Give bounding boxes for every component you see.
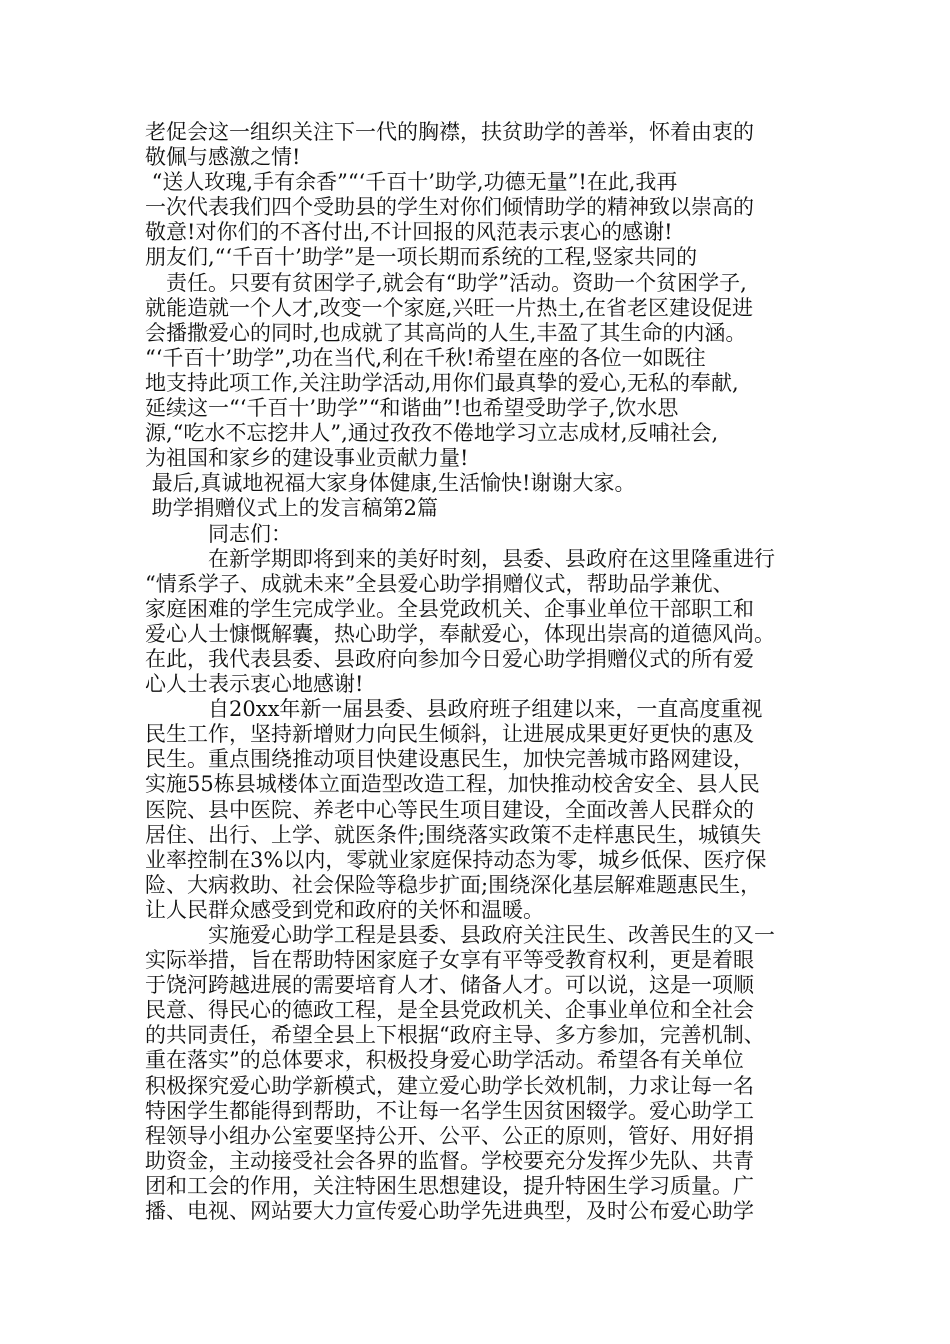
- text-line: 的共同责任，希望全县上下根据“政府主导、多方参加，完善机制、: [145, 1023, 765, 1048]
- text-line: “‘千百十’助学”,功在当代,利在千秋!希望在座的各位一如既往: [145, 345, 706, 370]
- text-line: 于饶河跨越进展的需要培育人才、储备人才。可以说，这是一项顺: [145, 973, 754, 998]
- text-line: 程领导小组办公室要坚持公开、公平、公正的原则，管好、用好捐: [145, 1123, 754, 1148]
- text-line: 让人民群众感受到党和政府的关怀和温暖。: [145, 897, 544, 922]
- text-line: 团和工会的作用，关注特困生思想建设，提升特困生学习质量。广: [145, 1173, 754, 1198]
- text-line: 责任。只要有贫困学子,就会有“助学”活动。资助一个贫困学子,: [145, 270, 747, 295]
- text-line: 老促会这一组织关注下一代的胸襟，扶贫助学的善举，怀着由衷的: [145, 120, 754, 144]
- text-line: 敬意!对你们的不吝付出,不计回报的风范表示衷心的感谢!: [145, 220, 673, 245]
- text-line: 在此，我代表县委、县政府向参加今日爱心助学捐赠仪式的所有爱: [145, 646, 754, 671]
- text-line: “送人玫瑰,手有余香”“‘千百十’助学,功德无量”!在此,我再: [145, 170, 678, 195]
- text-line: 敬佩与感激之情!: [145, 145, 301, 170]
- text-line: 民意、得民心的德政工程，是全县党政机关、企事业单位和全社会: [145, 998, 754, 1023]
- text-line: 为祖国和家乡的建设事业贡献力量!: [145, 446, 469, 471]
- text-line: 源,“吃水不忘挖井人”,通过孜孜不倦地学习立志成材,反哺社会,: [145, 421, 719, 446]
- text-line: 延续这一“‘千百十’助学”“和谐曲”!也希望受助学子,饮水思: [145, 396, 679, 421]
- text-line: 自20xx年新一届县委、县政府班子组建以来，一直高度重视: [145, 697, 763, 722]
- text-line: 实施55栋县城楼体立面造型改造工程，加快推动校舍安全、县人民: [145, 772, 760, 797]
- text-line: 业率控制在3%以内，零就业家庭保持动态为零，城乡低保、医疗保: [145, 847, 767, 872]
- text-line: 居住、出行、上学、就医条件;围绕落实政策不走样惠民生，城镇失: [145, 822, 762, 847]
- text-line: 实际举措，旨在帮助特困家庭子女享有平等受教育权利，更是着眼: [145, 948, 754, 973]
- text-line: 播、电视、网站要大力宣传爱心助学先进典型，及时公布爱心助学: [145, 1199, 754, 1224]
- text-line: 家庭困难的学生完成学业。全县党政机关、企事业单位干部职工和: [145, 596, 754, 621]
- text-line: 朋友们,“‘千百十’助学”是一项长期而系统的工程,竖家共同的: [145, 245, 698, 270]
- text-line: 爱心人士慷慨解囊，热心助学，奉献爱心，体现出崇高的道德风尚。: [145, 621, 775, 646]
- text-line: 会播撒爱心的同时,也成就了其高尚的人生,丰盈了其生命的内涵。: [145, 320, 747, 345]
- text-line: 一次代表我们四个受助县的学生对你们倾情助学的精神致以崇高的: [145, 195, 754, 220]
- text-line: 特困学生都能得到帮助，不让每一名学生因贫困辍学。爱心助学工: [145, 1098, 754, 1123]
- text-line: 就能造就一个人才,改变一个家庭,兴旺一片热土,在省老区建设促进: [145, 295, 754, 320]
- text-line: 在新学期即将到来的美好时刻，县委、县政府在这里隆重进行: [145, 546, 775, 571]
- text-line: 助资金，主动接受社会各界的监督。学校要充分发挥少先队、共青: [145, 1148, 754, 1173]
- text-line: 积极探究爱心助学新模式，建立爱心助学长效机制，力求让每一名: [145, 1073, 754, 1098]
- text-line: 地支持此项工作,关注助学活动,用你们最真挚的爱心,无私的奉献,: [145, 370, 739, 395]
- text-line: 险、大病救助、社会保险等稳步扩面;围绕深化基层解难题惠民生，: [145, 872, 762, 897]
- document-body: [145, 120, 825, 1224]
- text-line: 民生。重点围绕推动项目快建设惠民生，加快完善城市路网建设，: [145, 747, 754, 772]
- text-line: 实施爱心助学工程是县委、县政府关注民生、改善民生的又一: [145, 923, 775, 947]
- text-line: 最后,真诚地祝福大家身体健康,生活愉快!谢谢大家。: [145, 471, 636, 496]
- text-line: 医院、县中医院、养老中心等民生项目建设，全面改善人民群众的: [145, 797, 754, 822]
- text-line: 民生工作，坚持新增财力向民生倾斜，让进展成果更好更快的惠及: [145, 722, 754, 747]
- text-line: 重在落实”的总体要求，积极投身爱心助学活动。希望各有关单位: [145, 1048, 744, 1073]
- text-line: 心人士表示衷心地感谢!: [145, 672, 364, 697]
- section-heading: 助学捐赠仪式上的发言稿第2篇: [145, 496, 439, 521]
- text-line: “情系学子、成就未来”全县爱心助学捐赠仪式，帮助品学兼优、: [145, 571, 734, 596]
- salutation: 同志们：: [145, 521, 292, 546]
